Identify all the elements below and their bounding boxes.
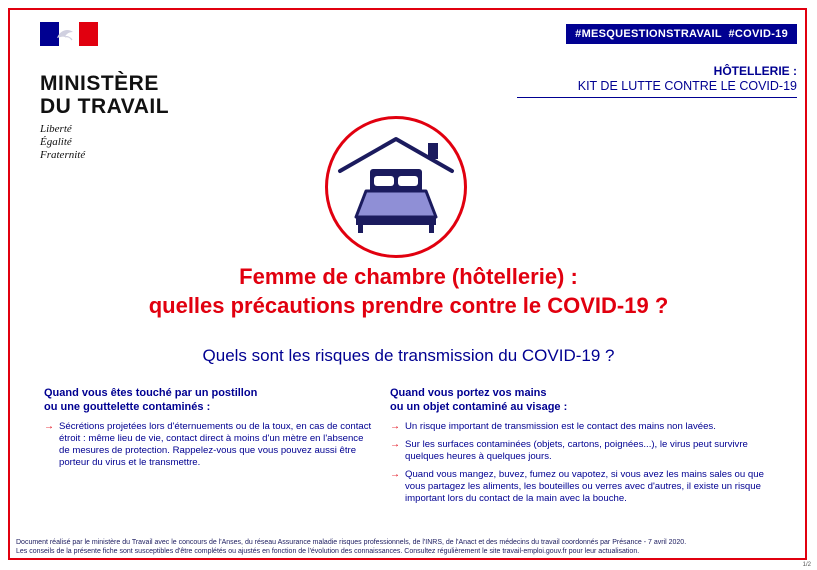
bed-under-roof-icon	[328, 119, 464, 255]
right-column	[390, 386, 780, 511]
arrow-right-icon: →	[390, 439, 400, 450]
left-column	[44, 386, 374, 475]
left-heading-line2: ou une gouttelette contaminés :	[44, 401, 211, 413]
left-heading-line1: Quand vous êtes touché par un postillon	[44, 387, 258, 399]
ministry-name-line1: MINISTÈRE	[40, 72, 159, 95]
title-line2: quelles précautions prendre contre le COVID-19 ?	[148, 293, 669, 318]
list-item	[390, 469, 780, 505]
marianne-icon	[54, 28, 76, 42]
page-number: 1/2	[802, 562, 811, 568]
republic-flag-icon	[40, 22, 98, 46]
hashtag-banner: #MESQUESTIONSTRAVAIL #COVID-19	[566, 24, 797, 44]
sector-label: HÔTELLERIE :	[713, 64, 797, 78]
ministry-logo	[40, 22, 169, 162]
motto-fraternite: Fraternité	[40, 149, 86, 161]
list-item-text: Un risque important de transmission est le contact des mains non lavées.	[405, 421, 716, 432]
arrow-right-icon: →	[390, 469, 400, 480]
list-item	[390, 421, 780, 433]
section-subtitle: Quels sont les risques de transmission du COVID-19 ?	[202, 346, 615, 365]
bed-illustration	[325, 116, 467, 258]
right-heading-line2: ou un objet contaminé au visage :	[390, 401, 568, 413]
list-item	[390, 439, 780, 463]
arrow-right-icon: →	[44, 421, 54, 432]
list-item	[44, 421, 374, 469]
motto-liberte: Liberté	[40, 123, 72, 135]
list-item-text: Quand vous mangez, buvez, fumez ou vapotez, si vous avez les mains sales ou que vous partagez les aliments, les bouteilles ou verres avec d'autres, il existe un risque important lors du contact de la main avec la bouche.	[405, 469, 764, 504]
kit-header	[517, 64, 797, 98]
ministry-name-line2: DU TRAVAIL	[40, 95, 170, 118]
left-column-heading	[44, 386, 374, 414]
arrow-right-icon: →	[390, 421, 400, 432]
right-column-heading	[390, 386, 780, 414]
page-title	[0, 262, 817, 320]
list-item-text: Sécrétions projetées lors d'éternuements ou de la toux, en cas de contact étroit : même lieu de vie, contact direct à moins d'un mètre en l'absence de mesures de protection. Rappelez-vous que vous pouvez aussi être porteur du virus et le transmettre.	[59, 421, 372, 468]
right-heading-line1: Quand vous portez vos mains	[390, 387, 547, 399]
footer-line1: Document réalisé par le ministère du Travail avec le concours de l'Anses, du réseau Assurance maladie risques professionnels, de l'INRS, de l'Anact et des médecins du travail coordonnés par Présance - 7 avril 2020.	[16, 539, 687, 546]
footer-line2: Les conseils de la présente fiche sont susceptibles d'être complétés ou ajustés en fonction de l'évolution des connaissances. Consultez régulièrement le site travail-emploi.gouv.fr pour leur actualisation.	[16, 548, 640, 555]
motto-egalite: Égalité	[40, 136, 72, 148]
title-line1: Femme de chambre (hôtellerie) :	[239, 264, 578, 289]
republic-motto	[40, 123, 169, 162]
kit-label: KIT DE LUTTE CONTRE LE COVID-19	[517, 79, 797, 98]
footer-notes	[16, 538, 801, 556]
list-item-text: Sur les surfaces contaminées (objets, cartons, poignées...), le virus peut survivre quelques heures à quelques jours.	[405, 439, 748, 462]
